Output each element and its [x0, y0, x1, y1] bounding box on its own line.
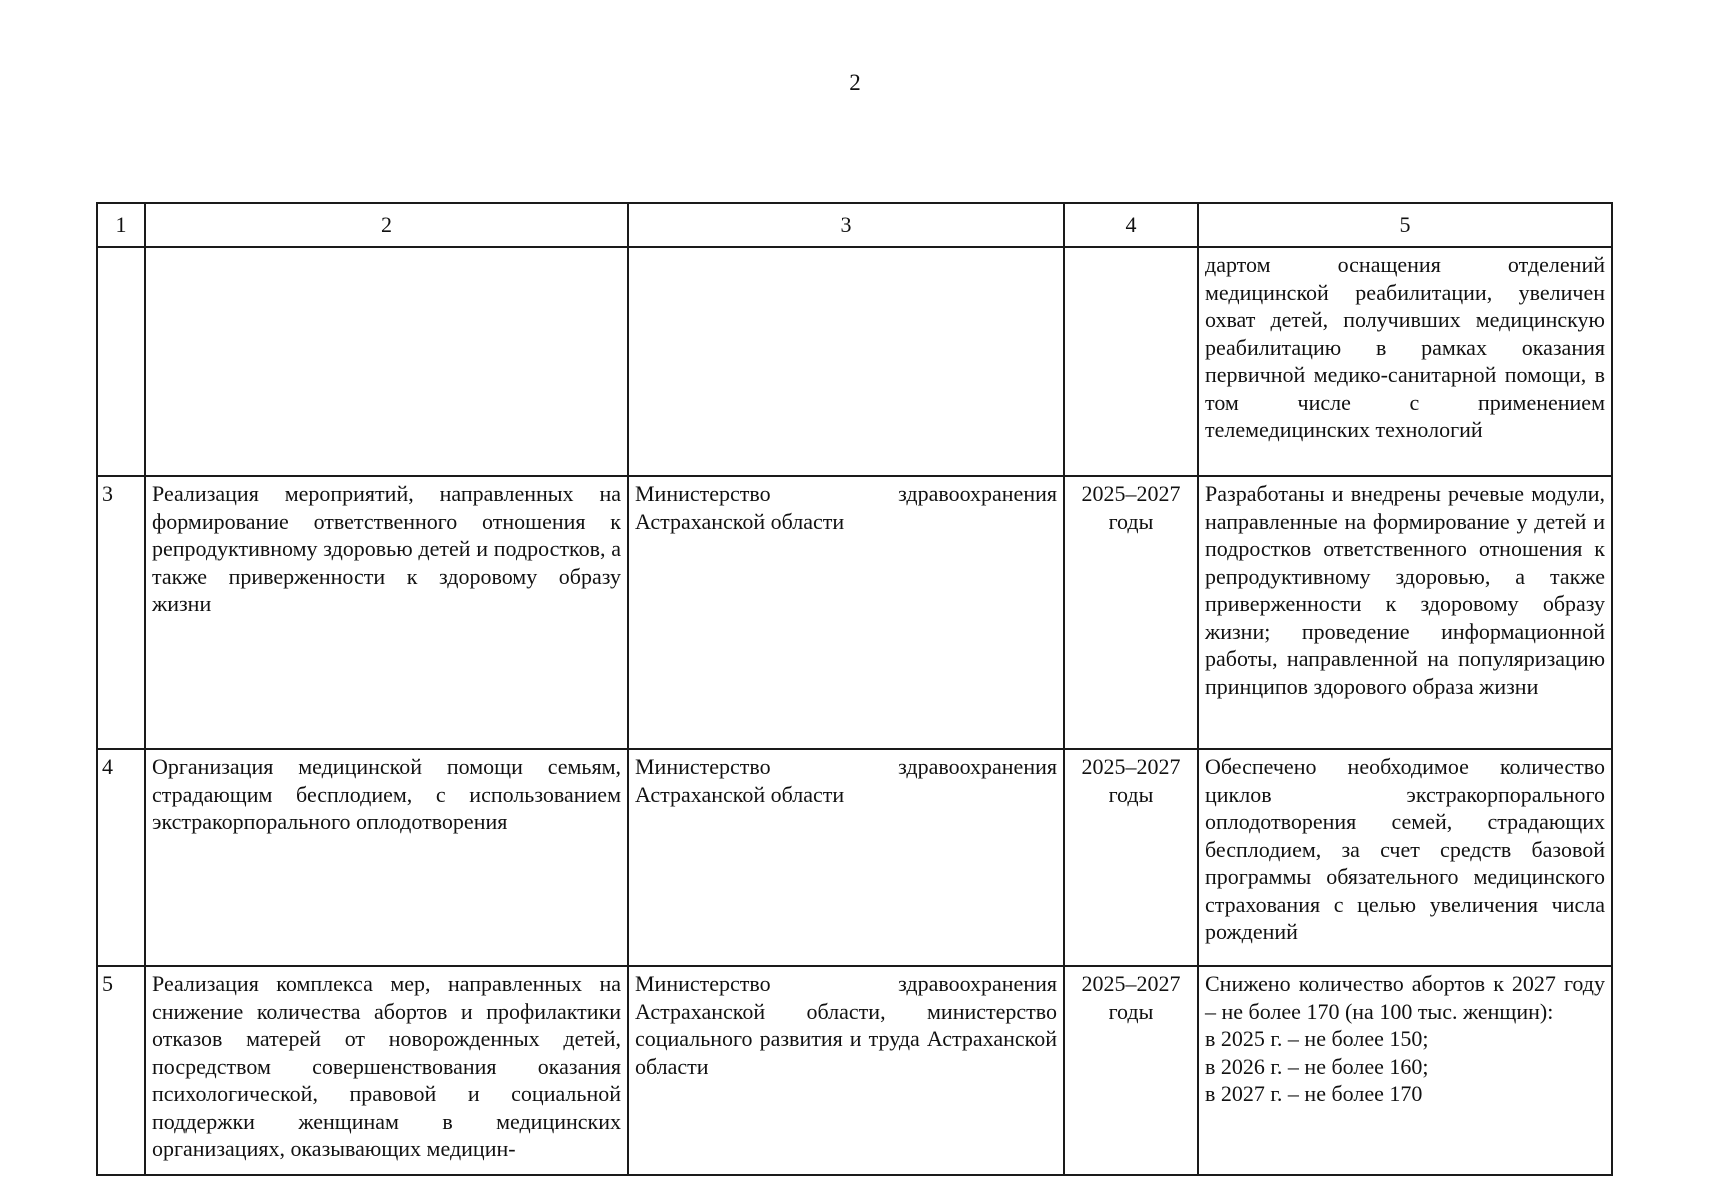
result-line: в 2026 г. – не более 160;	[1205, 1053, 1429, 1079]
responsible-cell: Министерство здравоохранения Астраханской области, министерство социального развития и труда Астраханской области	[628, 966, 1064, 1175]
measures-table	[96, 202, 1613, 1176]
result-cell: Разработаны и внедрены речевые модули, направленные на формирование у детей и подростков ответственного отношения к репродуктивному здоровью, а также приверженности к здоровому образу жизни; проведение информационной работы, направленной на популяризацию принципов здорового образа жизни	[1198, 476, 1612, 749]
result-line: в 2027 г. – не более 170	[1205, 1081, 1423, 1106]
column-header-2: 2	[145, 203, 628, 247]
table-row	[97, 966, 1612, 1175]
result-cell: дартом оснащения отделений медицинской реабилитации, увеличен охват детей, получивших медицинскую реабилитацию в рамках оказания первичной медико-санитарной помощи, в том числе с применением телемедицинских технологий	[1198, 247, 1612, 476]
table-row	[97, 749, 1612, 966]
column-header-3: 3	[628, 203, 1064, 247]
table-row	[97, 476, 1612, 749]
measure-cell	[145, 247, 628, 476]
result-cell	[1198, 966, 1612, 1175]
result-cell: Обеспечено необходимое количество циклов экстракорпорального оплодотворения семей, страдающих бесплодием, за счет средств базовой программы обязательного медицинского страхования с целью увеличения числа рождений	[1198, 749, 1612, 966]
row-number: 5	[97, 966, 145, 1175]
period-cell: 2025–2027 годы	[1064, 476, 1198, 749]
page-number: 2	[849, 70, 861, 95]
period-cell: 2025–2027 годы	[1064, 966, 1198, 1175]
responsible-cell: Министерство здравоохранения Астраханской области	[628, 476, 1064, 749]
table-header-row	[97, 203, 1612, 247]
column-header-5: 5	[1198, 203, 1612, 247]
table-row	[97, 247, 1612, 476]
result-line: Снижено количество абортов к 2027 году – не более 170 (на 100 тыс. женщин):	[1205, 971, 1605, 1024]
row-number: 3	[97, 476, 145, 749]
column-header-1: 1	[97, 203, 145, 247]
measure-cell: Реализация мероприятий, направленных на формирование ответственного отношения к репродуктивному здоровью детей и подростков, а также приверженности к здоровому образу жизни	[145, 476, 628, 749]
measure-cell: Реализация комплекса мер, направленных на снижение количества абортов и профилактики отказов матерей от новорожденных детей, посредством совершенствования оказания психологической, правовой и социальной поддержки женщинам в медицинских организациях, оказывающих медицин-	[145, 966, 628, 1175]
result-line: в 2025 г. – не более 150;	[1205, 1026, 1429, 1051]
column-header-4: 4	[1064, 203, 1198, 247]
row-number	[97, 247, 145, 476]
responsible-cell: Министерство здравоохранения Астраханской области	[628, 749, 1064, 966]
period-cell	[1064, 247, 1198, 476]
measure-cell: Организация медицинской помощи семьям, страдающим бесплодием, с использованием экстракорпорального оплодотворения	[145, 749, 628, 966]
period-cell: 2025–2027 годы	[1064, 749, 1198, 966]
responsible-cell	[628, 247, 1064, 476]
row-number: 4	[97, 749, 145, 966]
